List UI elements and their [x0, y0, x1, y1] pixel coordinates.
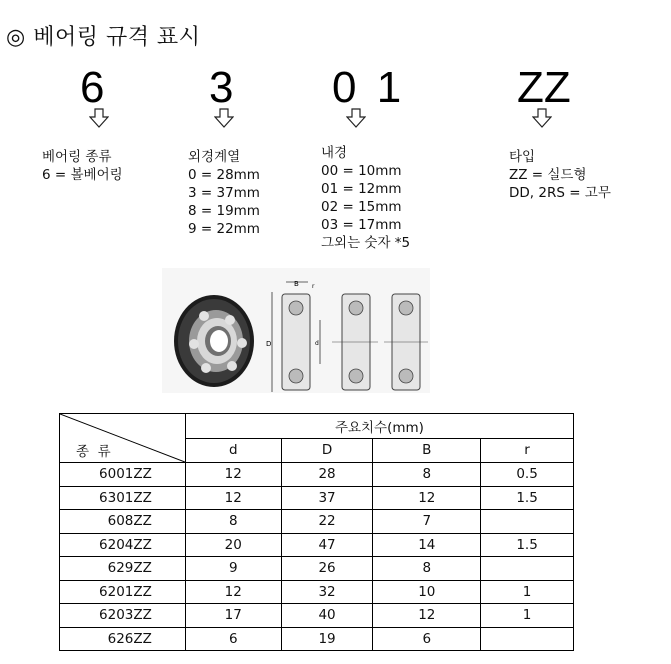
code-desc-line: 8 = 19mm: [188, 203, 260, 219]
group-header: 주요치수(mm): [185, 414, 573, 439]
code-desc-heading: 외경계열: [188, 149, 241, 165]
code-desc-outer-series: [188, 148, 260, 238]
code-desc-line: 03 = 17mm: [321, 217, 402, 233]
bearing-spec-table: [59, 413, 574, 651]
bearing-photo: [174, 295, 254, 387]
dimension-cell-D: 37: [281, 486, 373, 510]
column-header: r: [481, 438, 574, 463]
label-B: B: [294, 280, 299, 288]
dimension-cell-d: 8: [185, 510, 281, 534]
dimension-cell-B: 6: [373, 627, 481, 651]
code-desc-heading: 내경: [321, 145, 348, 161]
model-cell: 6201ZZ: [60, 580, 186, 604]
dimension-cell-r: 1.5: [481, 533, 574, 557]
column-header: B: [373, 438, 481, 463]
table-row: [60, 463, 574, 487]
code-desc-line: 01 = 12mm: [321, 181, 402, 197]
down-arrow-icon: [214, 108, 234, 128]
dimension-cell-r: [481, 557, 574, 581]
dimension-cell-d: 12: [185, 580, 281, 604]
dimension-cell-d: 12: [185, 486, 281, 510]
code-desc-heading: 베어링 종류: [42, 149, 112, 165]
table-row: [60, 510, 574, 534]
dimension-cell-r: [481, 627, 574, 651]
dimension-cell-B: 8: [373, 463, 481, 487]
dimension-cell-d: 9: [185, 557, 281, 581]
table-corner-cell: [60, 414, 186, 463]
dimension-cell-r: 1: [481, 580, 574, 604]
down-arrow-icon: [89, 108, 109, 128]
code-symbol-type: 6: [80, 63, 105, 112]
label-d: d: [315, 340, 319, 347]
code-desc-line: ZZ = 실드형: [509, 167, 587, 183]
table-row: [60, 580, 574, 604]
dimension-cell-r: 0.5: [481, 463, 574, 487]
page-title: ◎ 베어링 규격 표시: [6, 25, 201, 50]
dimension-cell-D: 32: [281, 580, 373, 604]
row-header-label: 종 류: [76, 444, 111, 460]
dimension-cell-B: 12: [373, 604, 481, 628]
column-header: d: [185, 438, 281, 463]
code-desc-bore: [321, 144, 410, 252]
dimension-cell-B: 10: [373, 580, 481, 604]
code-desc-seal-type: [509, 148, 611, 202]
code-symbol-outer-series: 3: [209, 63, 234, 112]
label-r: r: [312, 283, 315, 290]
code-desc-line: 02 = 15mm: [321, 199, 402, 215]
dimension-cell-D: 40: [281, 604, 373, 628]
model-cell: 6301ZZ: [60, 486, 186, 510]
code-desc-line: 9 = 22mm: [188, 221, 260, 237]
dimension-cell-d: 17: [185, 604, 281, 628]
code-desc-line: 3 = 37mm: [188, 185, 260, 201]
code-desc-heading: 타입: [509, 149, 536, 165]
code-desc-line: 00 = 10mm: [321, 163, 402, 179]
dimension-cell-d: 12: [185, 463, 281, 487]
code-symbol-bore: 0 1: [332, 63, 406, 112]
code-symbol-seal-type: ZZ: [517, 63, 571, 112]
dimension-cell-d: 20: [185, 533, 281, 557]
dimension-cell-B: 8: [373, 557, 481, 581]
dimension-cell-d: 6: [185, 627, 281, 651]
model-cell: 629ZZ: [60, 557, 186, 581]
dimension-cell-D: 26: [281, 557, 373, 581]
down-arrow-icon: [346, 108, 366, 128]
model-cell: 6203ZZ: [60, 604, 186, 628]
model-cell: 608ZZ: [60, 510, 186, 534]
dimension-cell-D: 28: [281, 463, 373, 487]
table-row: [60, 486, 574, 510]
code-desc-line: 0 = 28mm: [188, 167, 260, 183]
table-row: [60, 604, 574, 628]
code-desc-type: [42, 148, 123, 184]
code-desc-line: 그외는 숫자 *5: [321, 235, 411, 251]
model-cell: 6001ZZ: [60, 463, 186, 487]
table-header-row: [60, 414, 574, 439]
dimension-cell-D: 22: [281, 510, 373, 534]
dimension-cell-r: 1: [481, 604, 574, 628]
dimension-cell-B: 12: [373, 486, 481, 510]
table-row: [60, 533, 574, 557]
dimension-cell-B: 14: [373, 533, 481, 557]
code-desc-line: 6 = 볼베어링: [42, 167, 123, 183]
down-arrow-icon: [532, 108, 552, 128]
bearing-figure: [162, 268, 430, 393]
model-cell: 6204ZZ: [60, 533, 186, 557]
table-row: [60, 557, 574, 581]
dimension-cell-r: [481, 510, 574, 534]
code-desc-line: DD, 2RS = 고무: [509, 185, 611, 201]
label-D: D: [266, 340, 272, 348]
table-row: [60, 627, 574, 651]
dimension-cell-D: 47: [281, 533, 373, 557]
dimension-cell-B: 7: [373, 510, 481, 534]
dimension-cell-r: 1.5: [481, 486, 574, 510]
dimension-cell-D: 19: [281, 627, 373, 651]
model-cell: 626ZZ: [60, 627, 186, 651]
column-header: D: [281, 438, 373, 463]
